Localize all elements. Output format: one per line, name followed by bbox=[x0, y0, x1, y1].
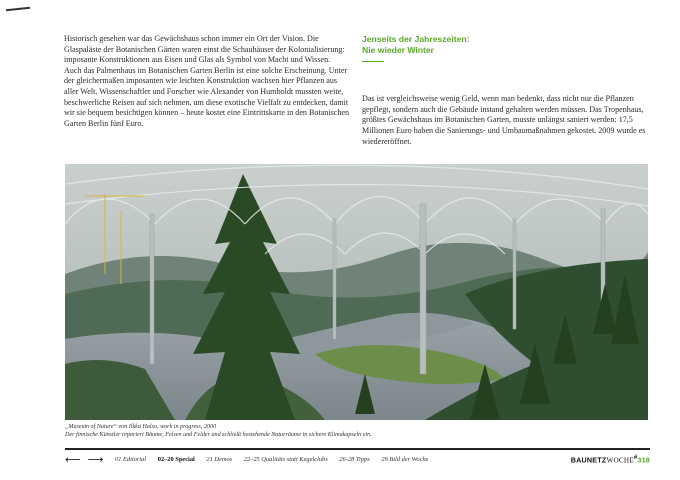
nav-item-tipps[interactable]: 26-28 Tipps bbox=[339, 456, 370, 463]
footer-nav bbox=[115, 456, 438, 463]
prev-page-arrow-icon[interactable]: ⟵ bbox=[65, 453, 81, 466]
brand-second: WOCHE bbox=[606, 456, 634, 465]
section-heading bbox=[362, 34, 652, 55]
caption-line1: „Museum of Nature“ von Ilkka Halso, work in progress, 2000 bbox=[65, 424, 217, 430]
left-text-column bbox=[64, 34, 349, 129]
section-heading-line2: Nie wieder Winter bbox=[362, 44, 435, 55]
nav-item-bild-der-woche[interactable]: 29 Bild der Woche bbox=[381, 456, 429, 463]
nav-item-special[interactable]: 02–20 Special bbox=[157, 456, 195, 463]
page-arrows bbox=[65, 453, 111, 466]
section-heading-line1: Jenseits der Jahreszeiten: bbox=[362, 34, 470, 44]
footer-row bbox=[65, 453, 650, 468]
nav-item-qualitaets[interactable]: 22–25 Qualitäts statt Kegelclubs bbox=[243, 456, 328, 463]
nav-item-demos[interactable]: 21 Demos bbox=[206, 456, 233, 463]
brand-main: BAUNETZ bbox=[570, 455, 607, 465]
footer-bar bbox=[65, 448, 650, 470]
corner-crop-mark bbox=[6, 7, 30, 11]
left-column-paragraph: Historisch gesehen war das Gewächshaus schon immer ein Ort der Vision. Die Glaspaläste der Botanischen Gärten waren einst die Schauhäuser der Kolonialisierung: imposante Konstruktionen aus Eisen und Glas als Symbol von Macht und Wissen. Auch das Palmenhaus im Botanischen Garten Berlin ist eine solche Erscheinung. Unter der gleichermaßen imposanten wie leichten Konstruktion wachsen hier Pflanzen aus aller Welt. Wissenschaftler und Forscher wie Alexander von Humboldt mussten weite, beschwerliche Reisen auf sich nehmen, um diese exotische Vielfalt zu entdecken, damit wir sie bequem besichtigen können – heute kostet eine Eintrittskarte in den Botanischen Garten Berlin fünf Euro. bbox=[64, 34, 350, 128]
heading-underline bbox=[362, 61, 384, 62]
next-page-arrow-icon[interactable]: ⟶ bbox=[87, 453, 104, 466]
right-text-column bbox=[362, 34, 652, 147]
museum-of-nature-photo bbox=[65, 164, 648, 420]
photo-caption bbox=[65, 423, 655, 439]
nav-item-editorial[interactable]: 01 Editorial bbox=[115, 456, 147, 463]
right-column-paragraph: Das ist vergleichsweise wenig Geld, wenn man bedenkt, dass nicht nur die Pflanzen gepflegt, sondern auch die Gebäude instand gehalten werden müssen. Das Tropenhaus, größtes Gewächshaus im Botanischen Garten, musste unlängst saniert werden: 17,5 Millionen Euro haben die Sanierungs- und Umbaumaßnahmen gekostet. 2009 wurde es wiedereröffnet. bbox=[362, 94, 646, 146]
baunetz-woche-logo bbox=[571, 455, 650, 464]
caption-line2: Der finnische Künstler repariert Bäume, Felsen und Felder und schließt bestehende Naturräume in sichere Klimakapseln ein. bbox=[65, 432, 372, 438]
photo-illustration bbox=[65, 164, 648, 420]
issue-number: 318 bbox=[637, 455, 650, 465]
brand-sup: # bbox=[633, 455, 638, 461]
